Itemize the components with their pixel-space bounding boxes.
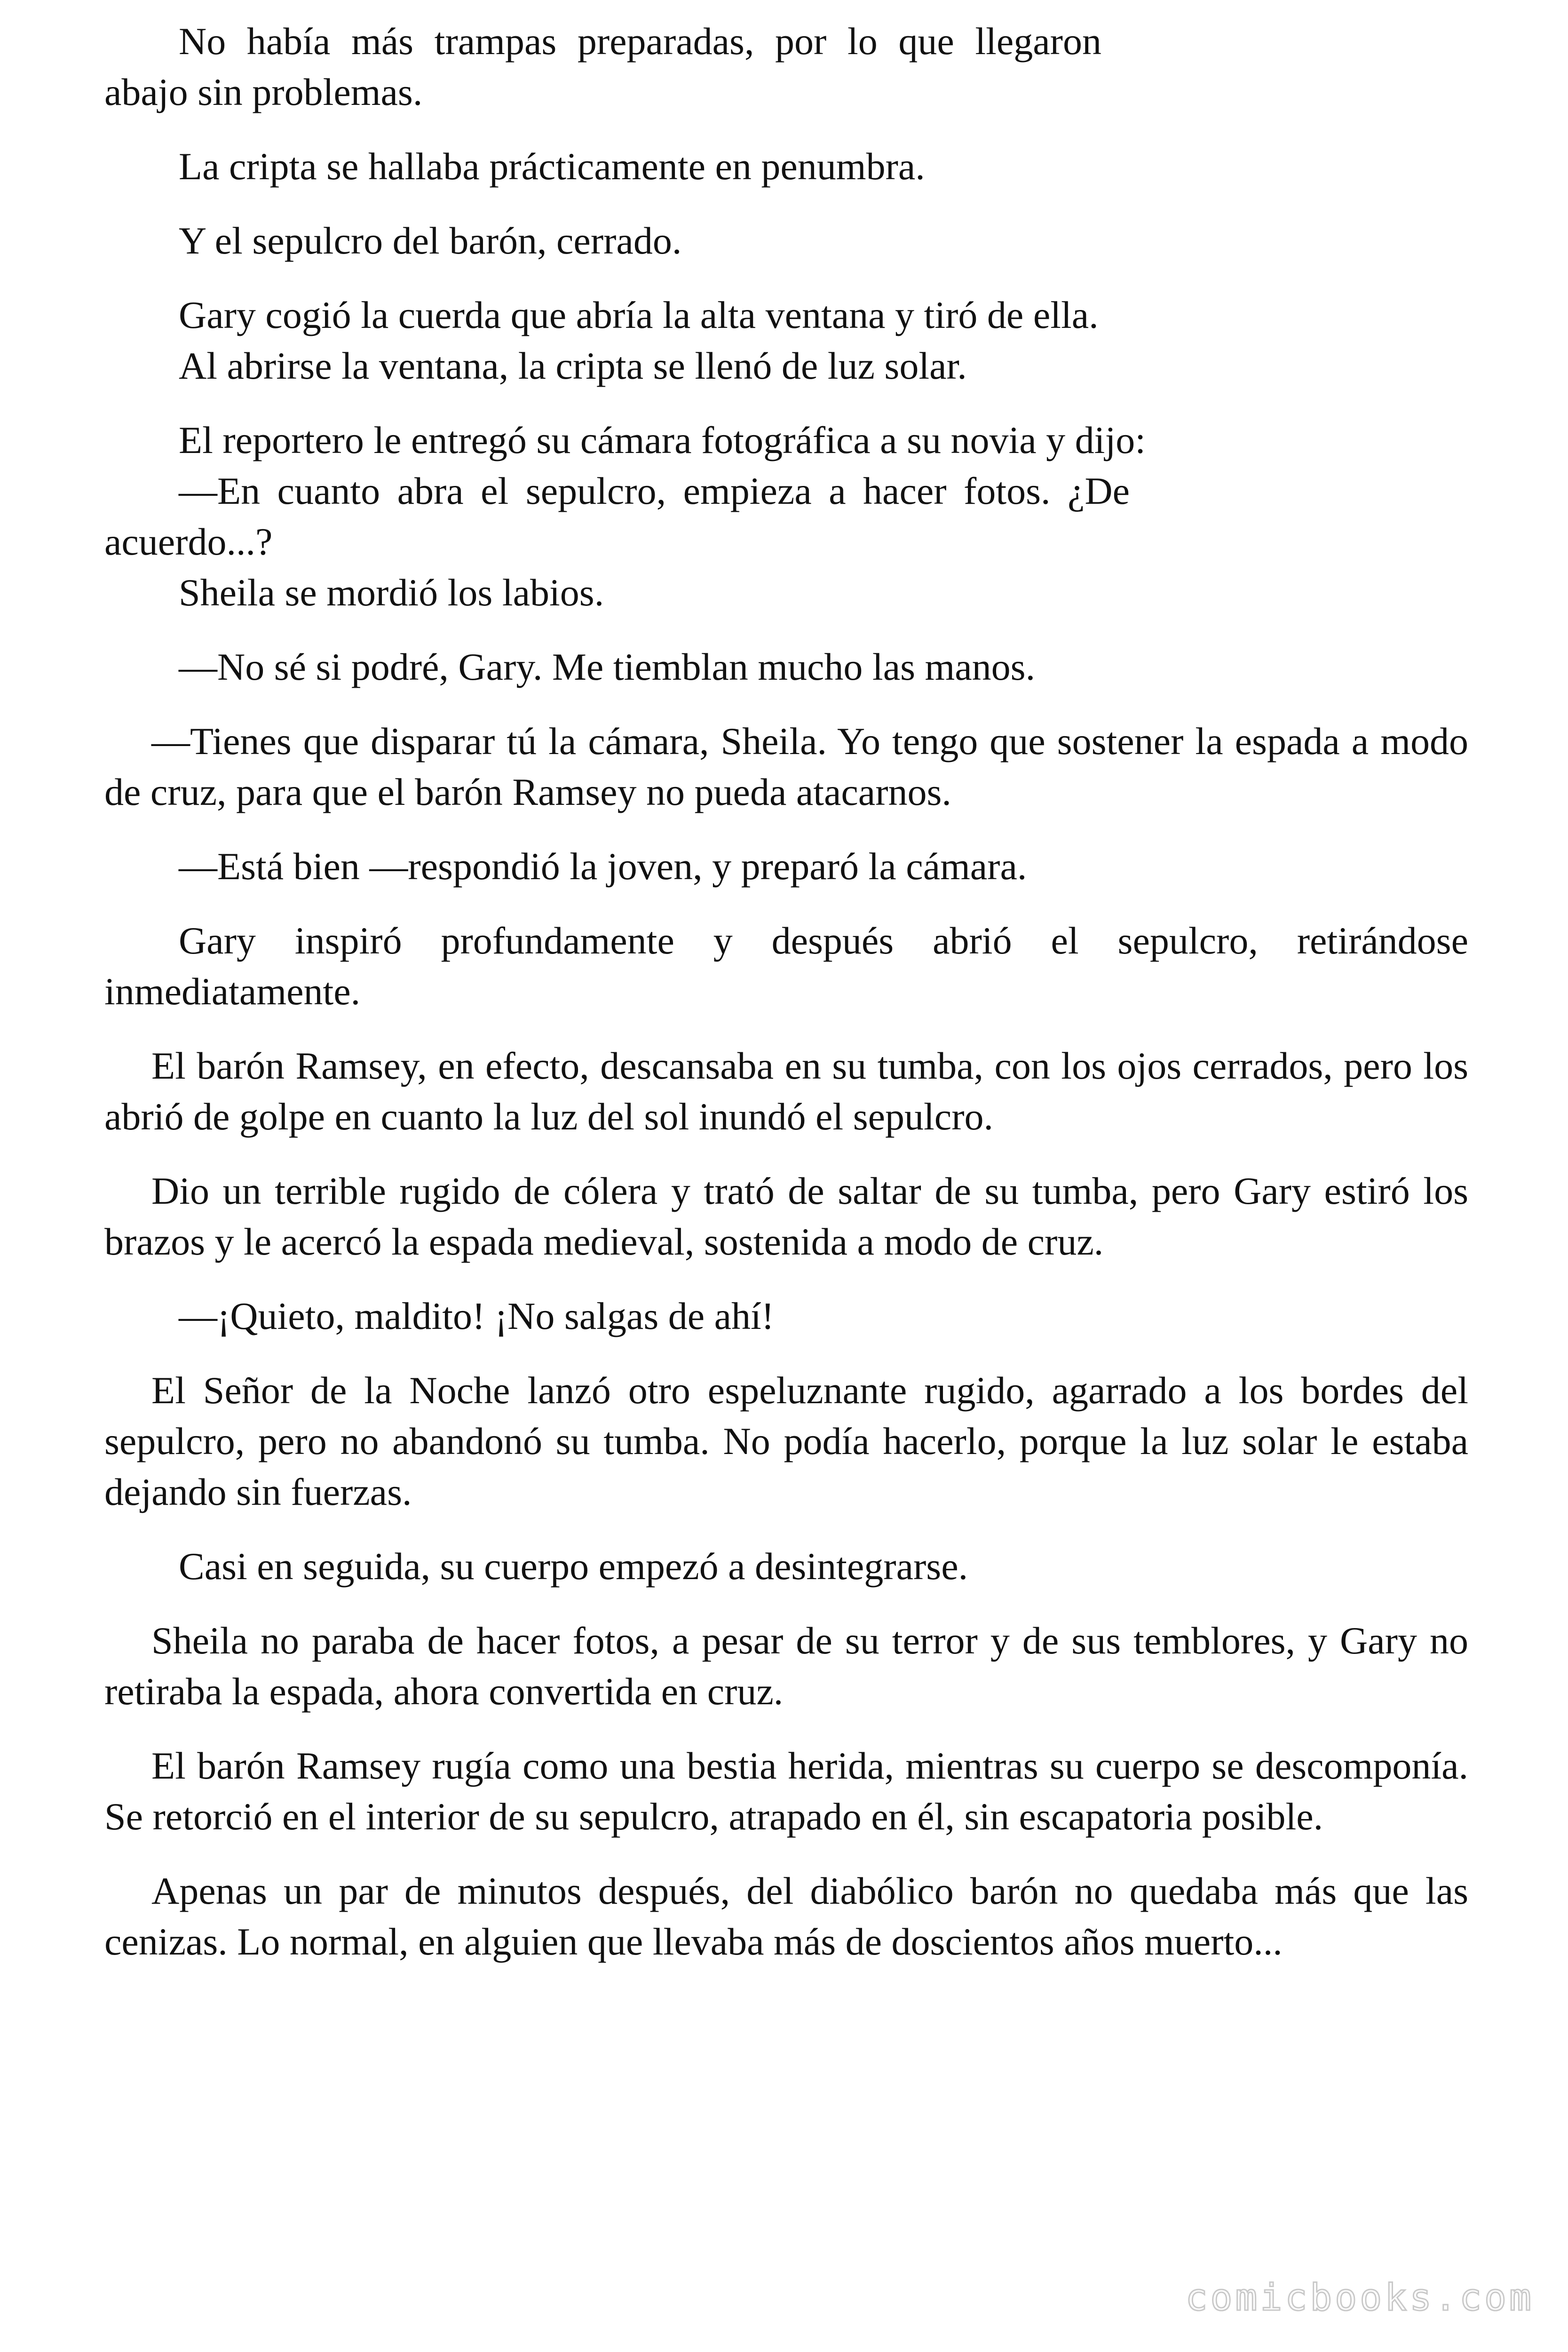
body-text bbox=[104, 16, 1468, 1967]
paragraph-16: El Señor de la Noche lanzó otro espeluznante rugido, agarrado a los bordes del sepulcro, pero no abandonó su tumba. No podía hacerlo, porque la luz solar le estaba dejando sin fuerzas. bbox=[104, 1369, 1468, 1513]
paragraph-2: La cripta se hallaba prácticamente en penumbra. bbox=[179, 145, 925, 188]
paragraph-14: Dio un terrible rugido de cólera y trató de saltar de su tumba, pero Gary estiró los brazos y le acercó la espada medieval, sostenida a modo de cruz. bbox=[104, 1169, 1468, 1263]
paragraph-15: —¡Quieto, maldito! ¡No salgas de ahí! bbox=[179, 1295, 775, 1337]
paragraph-9: —No sé si podré, Gary. Me tiemblan mucho las manos. bbox=[179, 645, 1036, 688]
paragraph-7: —En cuanto abra el sepulcro, empieza a hacer fotos. ¿De acuerdo...? bbox=[104, 469, 1130, 563]
paragraph-13: El barón Ramsey, en efecto, descansaba en su tumba, con los ojos cerrados, pero los abrió de golpe en cuanto la luz del sol inundó el sepulcro. bbox=[104, 1044, 1468, 1138]
paragraph-5: Al abrirse la ventana, la cripta se llenó de luz solar. bbox=[179, 344, 967, 387]
paragraph-18: Sheila no paraba de hacer fotos, a pesar de su terror y de sus temblores, y Gary no retiraba la espada, ahora convertida en cruz. bbox=[104, 1619, 1468, 1713]
paragraph-1: No había más trampas preparadas, por lo que llegaron abajo sin problemas. bbox=[104, 20, 1101, 113]
paragraph-12: Gary inspiró profundamente y después abrió el sepulcro, retirándose inmediatamente. bbox=[104, 919, 1468, 1013]
paragraph-6: El reportero le entregó su cámara fotográfica a su novia y dijo: bbox=[179, 419, 1146, 461]
paragraph-8: Sheila se mordió los labios. bbox=[179, 571, 604, 614]
watermark: comicbooks.com bbox=[1185, 2277, 1534, 2319]
paragraph-20: Apenas un par de minutos después, del diabólico barón no quedaba más que las cenizas. Lo normal, en alguien que llevaba más de doscientos años muerto... bbox=[104, 1869, 1468, 1963]
paragraph-3: Y el sepulcro del barón, cerrado. bbox=[179, 219, 682, 262]
paragraph-11: —Está bien —respondió la joven, y preparó la cámara. bbox=[179, 845, 1027, 888]
paragraph-10: —Tienes que disparar tú la cámara, Sheila. Yo tengo que sostener la espada a modo de cruz, para que el barón Ramsey no pueda atacarnos. bbox=[104, 720, 1468, 813]
paragraph-19: El barón Ramsey rugía como una bestia herida, mientras su cuerpo se descomponía. Se retorció en el interior de su sepulcro, atrapado en él, sin escapatoria posible. bbox=[104, 1744, 1468, 1838]
paragraph-4: Gary cogió la cuerda que abría la alta ventana y tiró de ella. bbox=[179, 294, 1099, 336]
paragraph-17: Casi en seguida, su cuerpo empezó a desintegrarse. bbox=[179, 1545, 968, 1588]
